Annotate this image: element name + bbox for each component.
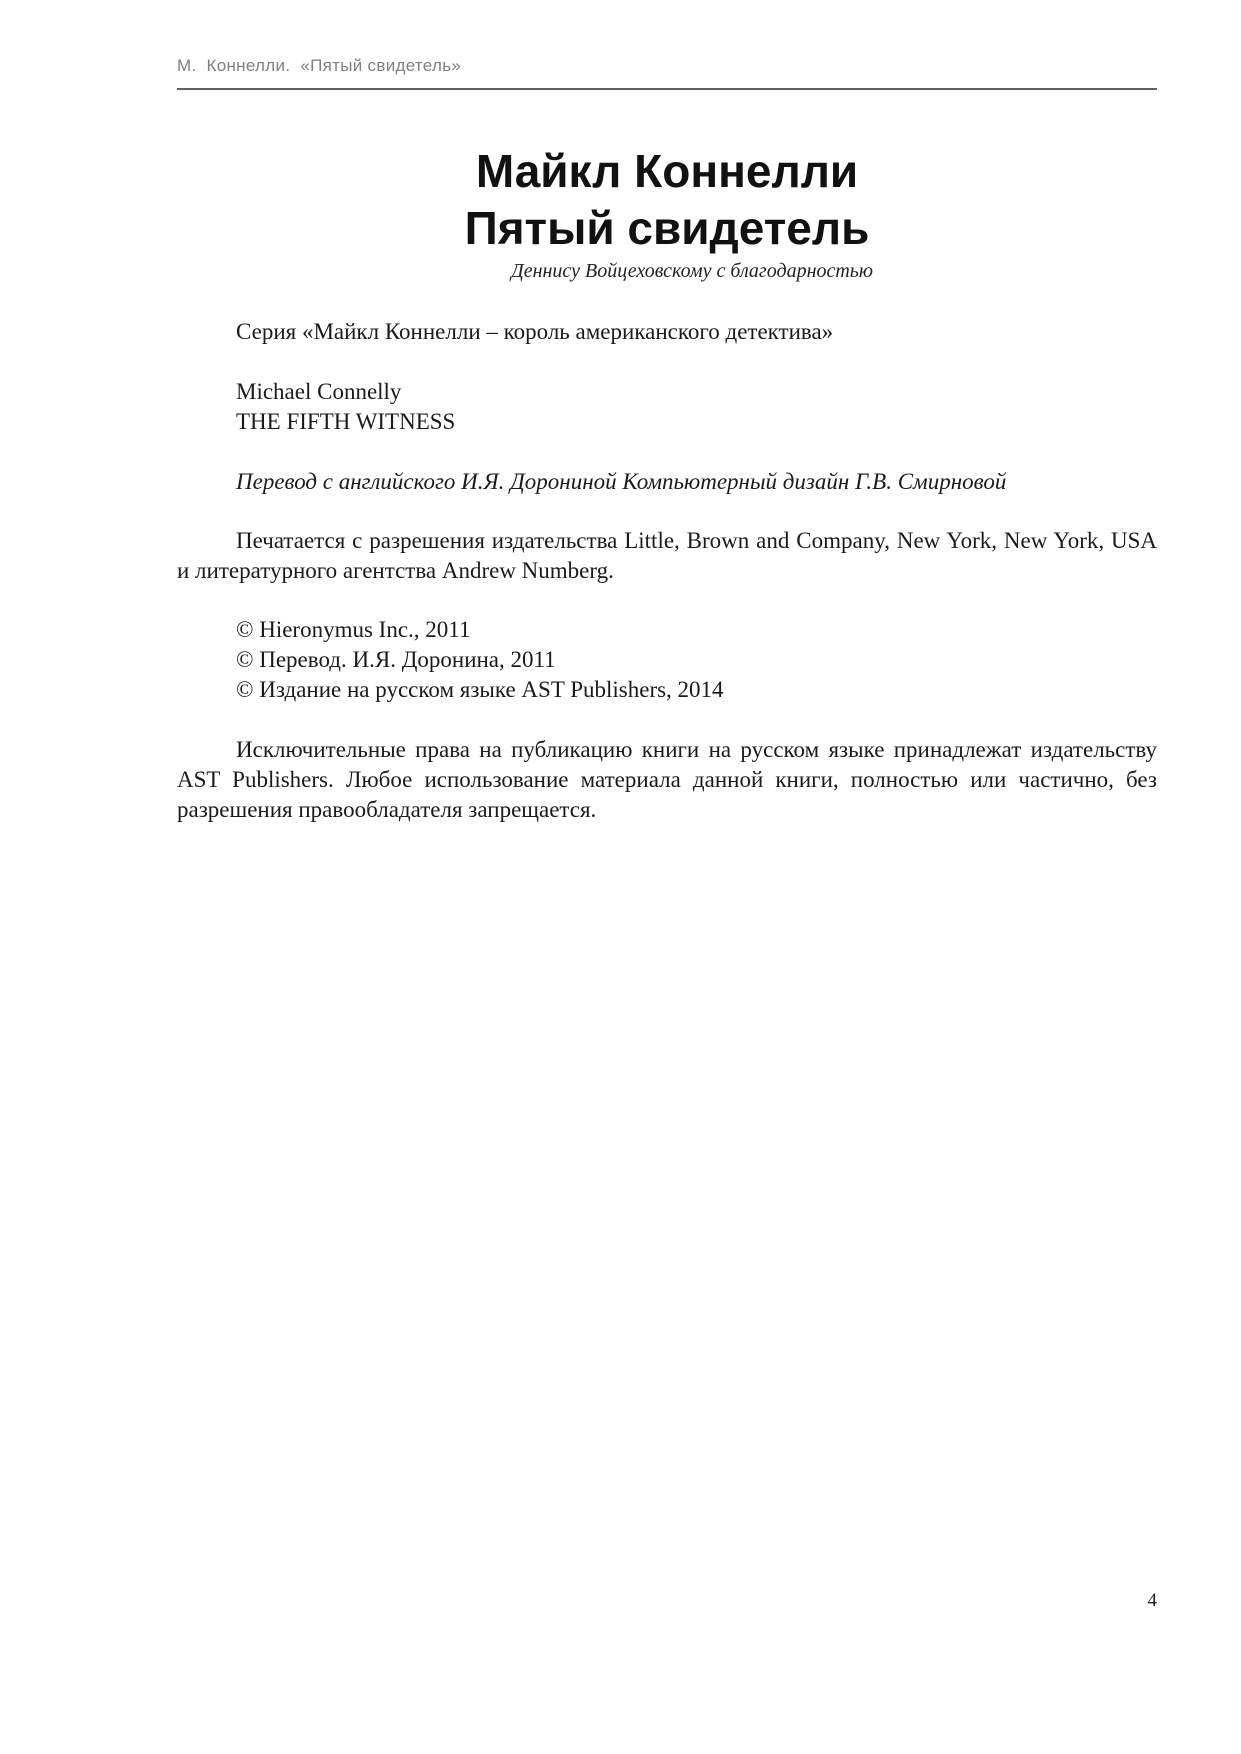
- dedication: Деннису Войцеховскому с благодарностью: [510, 260, 874, 282]
- page-number: 4: [1147, 1590, 1157, 1611]
- header-rule: [177, 88, 1157, 90]
- copyright-line: © Hieronymus Inc., 2011: [236, 617, 471, 642]
- permission-paragraph: Печатается с разрешения издательства Little, Brown and Company, New York, New York, USA и литературного агентства Andrew Numberg.: [177, 528, 1157, 583]
- book-title: Пятый свидетель: [464, 202, 870, 254]
- author-title: Майкл Коннелли: [475, 145, 859, 197]
- copyright-line: © Издание на русском языке AST Publishers, 2014: [236, 677, 724, 702]
- original-title: THE FIFTH WITNESS: [236, 409, 456, 434]
- series-line: Серия «Майкл Коннелли – король американского детектива»: [236, 319, 834, 344]
- original-author: Michael Connelly: [236, 379, 402, 404]
- running-header: М. Коннелли. «Пятый свидетель»: [177, 56, 462, 75]
- copyright-line: © Перевод. И.Я. Доронина, 2011: [236, 647, 556, 672]
- translation-credit: Перевод с английского И.Я. Дорониной Компьютерный дизайн Г.В. Смирновой: [236, 469, 1007, 494]
- rights-notice: Исключительные права на публикацию книги на русском языке принадлежат издательству AST Publishers. Любое использование материала данной книги, полностью или частично, без разрешения правообладателя запрещается.: [177, 737, 1157, 822]
